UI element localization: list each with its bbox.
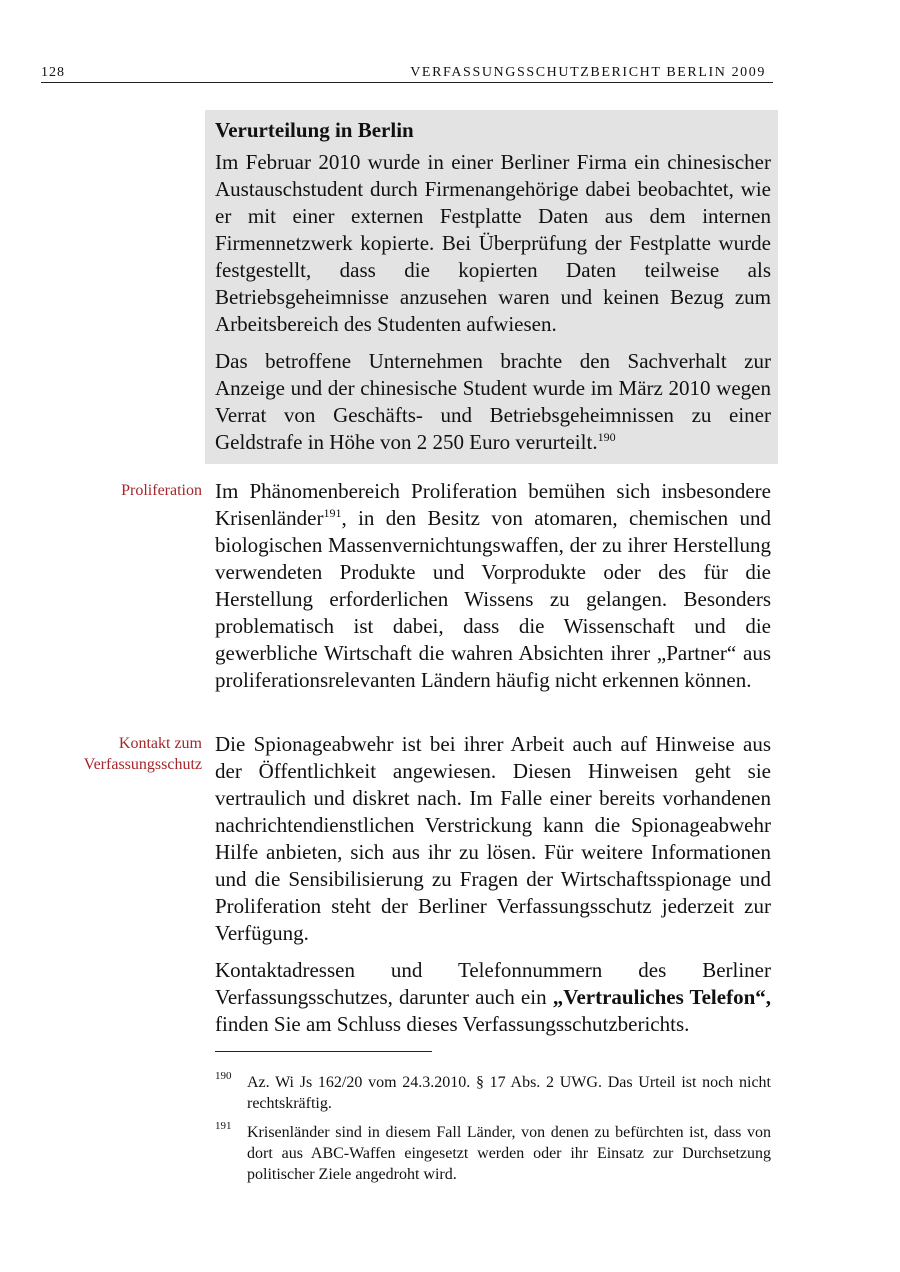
footnote-191 <box>215 1122 771 1185</box>
footnote-number-191: 191 <box>215 1120 232 1132</box>
kontakt-paragraph-1: Die Spionageabwehr ist bei ihrer Arbeit auch auf Hinweise aus der Öffentlichkeit angewiesen. Diesen Hinweisen geht sie vertraulich und diskret nach. Im Falle einer bereits vorhandenen nachrichtendienstlichen Verstrickung kann die Spionageabwehr Hilfe anbieten, sich aus ihr zu lösen. Für weitere Informationen und die Sensibilisierung zu Fragen der Wirtschaftsspionage und Proliferation steht der Berliner Verfassungsschutz jederzeit zur Verfügung. <box>215 732 771 945</box>
proliferation-paragraph <box>215 478 771 694</box>
footnote-ref-191[interactable]: 191 <box>323 506 342 520</box>
infobox-paragraph-1: Im Februar 2010 wurde in einer Berliner Firma ein chinesischer Austauschstudent durch Firmenangehörige dabei beobachtet, wie er mit einer externen Festplatte Daten aus dem internen Firmennetzwerk kopierte. Bei Überprüfung der Festplatte wurde festgestellt, dass die kopierten Daten teilweise als Betriebsgeheimnisse anzusehen waren und keinen Bezug zum Arbeitsbereich des Studenten aufwiesen. <box>215 150 771 336</box>
kontakt-section <box>215 731 771 1038</box>
running-title: VERFASSUNGSSCHUTZBERICHT BERLIN 2009 <box>410 65 766 80</box>
infobox-title: Verurteilung in Berlin <box>215 118 414 142</box>
footnote-text-191: Krisenländer sind in diesem Fall Länder, von denen zu befürchten ist, dass von dort aus ABC-Waffen eingesetzt werden oder ihr Einsatz zur Durchsetzung politischer Ziele angedroht wird. <box>247 1124 771 1183</box>
proliferation-text-2: , in den Besitz von atomaren, chemischen und biologischen Massenvernichtungswaffen, der zu ihrer Herstellung verwendeten Produkte und Vorprodukte oder des für die Herstellung erforderlichen Wissens zu gelangen. Besonders problematisch ist dabei, dass die Wissenschaft und die gewerbliche Wirtschaft die wahren Absichten ihrer „Partner“ aus proliferationsrelevanten Ländern häufig nicht erkennen können. <box>215 506 771 692</box>
footnote-number-190: 190 <box>215 1070 232 1082</box>
margin-label-kontakt-line-2: Verfassungsschutz <box>83 756 202 773</box>
infobox-paragraph-2 <box>215 348 771 456</box>
kontakt-text-1: Kontaktadressen und Telefonnummern des Berliner Verfassungsschutzes, darunter auch ein <box>215 958 771 1009</box>
footnote-ref-190[interactable]: 190 <box>597 430 616 444</box>
infobox-paragraph-2-text: Das betroffene Unternehmen brachte den Sachverhalt zur Anzeige und der chinesische Student wurde im März 2010 wegen Verrat von Geschäfts- und Betriebsgeheimnissen zu einer Geldstrafe in Höhe von 2 250 Euro verurteilt. <box>215 349 771 454</box>
case-infobox <box>205 110 778 464</box>
kontakt-paragraph-2 <box>215 957 771 1038</box>
margin-label-kontakt <box>12 733 202 775</box>
kontakt-text-2: finden Sie am Schluss dieses Verfassungsschutzberichts. <box>215 1012 690 1036</box>
page-number: 128 <box>41 65 65 80</box>
proliferation-text-1: Im Phänomenbereich Proliferation bemühen sich insbesondere Krisenländer <box>215 479 771 530</box>
vertrauliches-telefon-emphasis: „Vertrauliches Telefon“, <box>552 985 771 1009</box>
footnote-separator <box>215 1051 432 1052</box>
page-header <box>41 62 773 83</box>
margin-label-kontakt-line-1: Kontakt zum <box>118 735 202 752</box>
footnote-190 <box>215 1072 771 1114</box>
margin-label-proliferation: Proliferation <box>121 482 202 499</box>
footnote-text-190: Az. Wi Js 162/20 vom 24.3.2010. § 17 Abs. 2 UWG. Das Urteil ist noch nicht rechtskräftig. <box>247 1074 771 1112</box>
proliferation-section <box>215 478 771 694</box>
